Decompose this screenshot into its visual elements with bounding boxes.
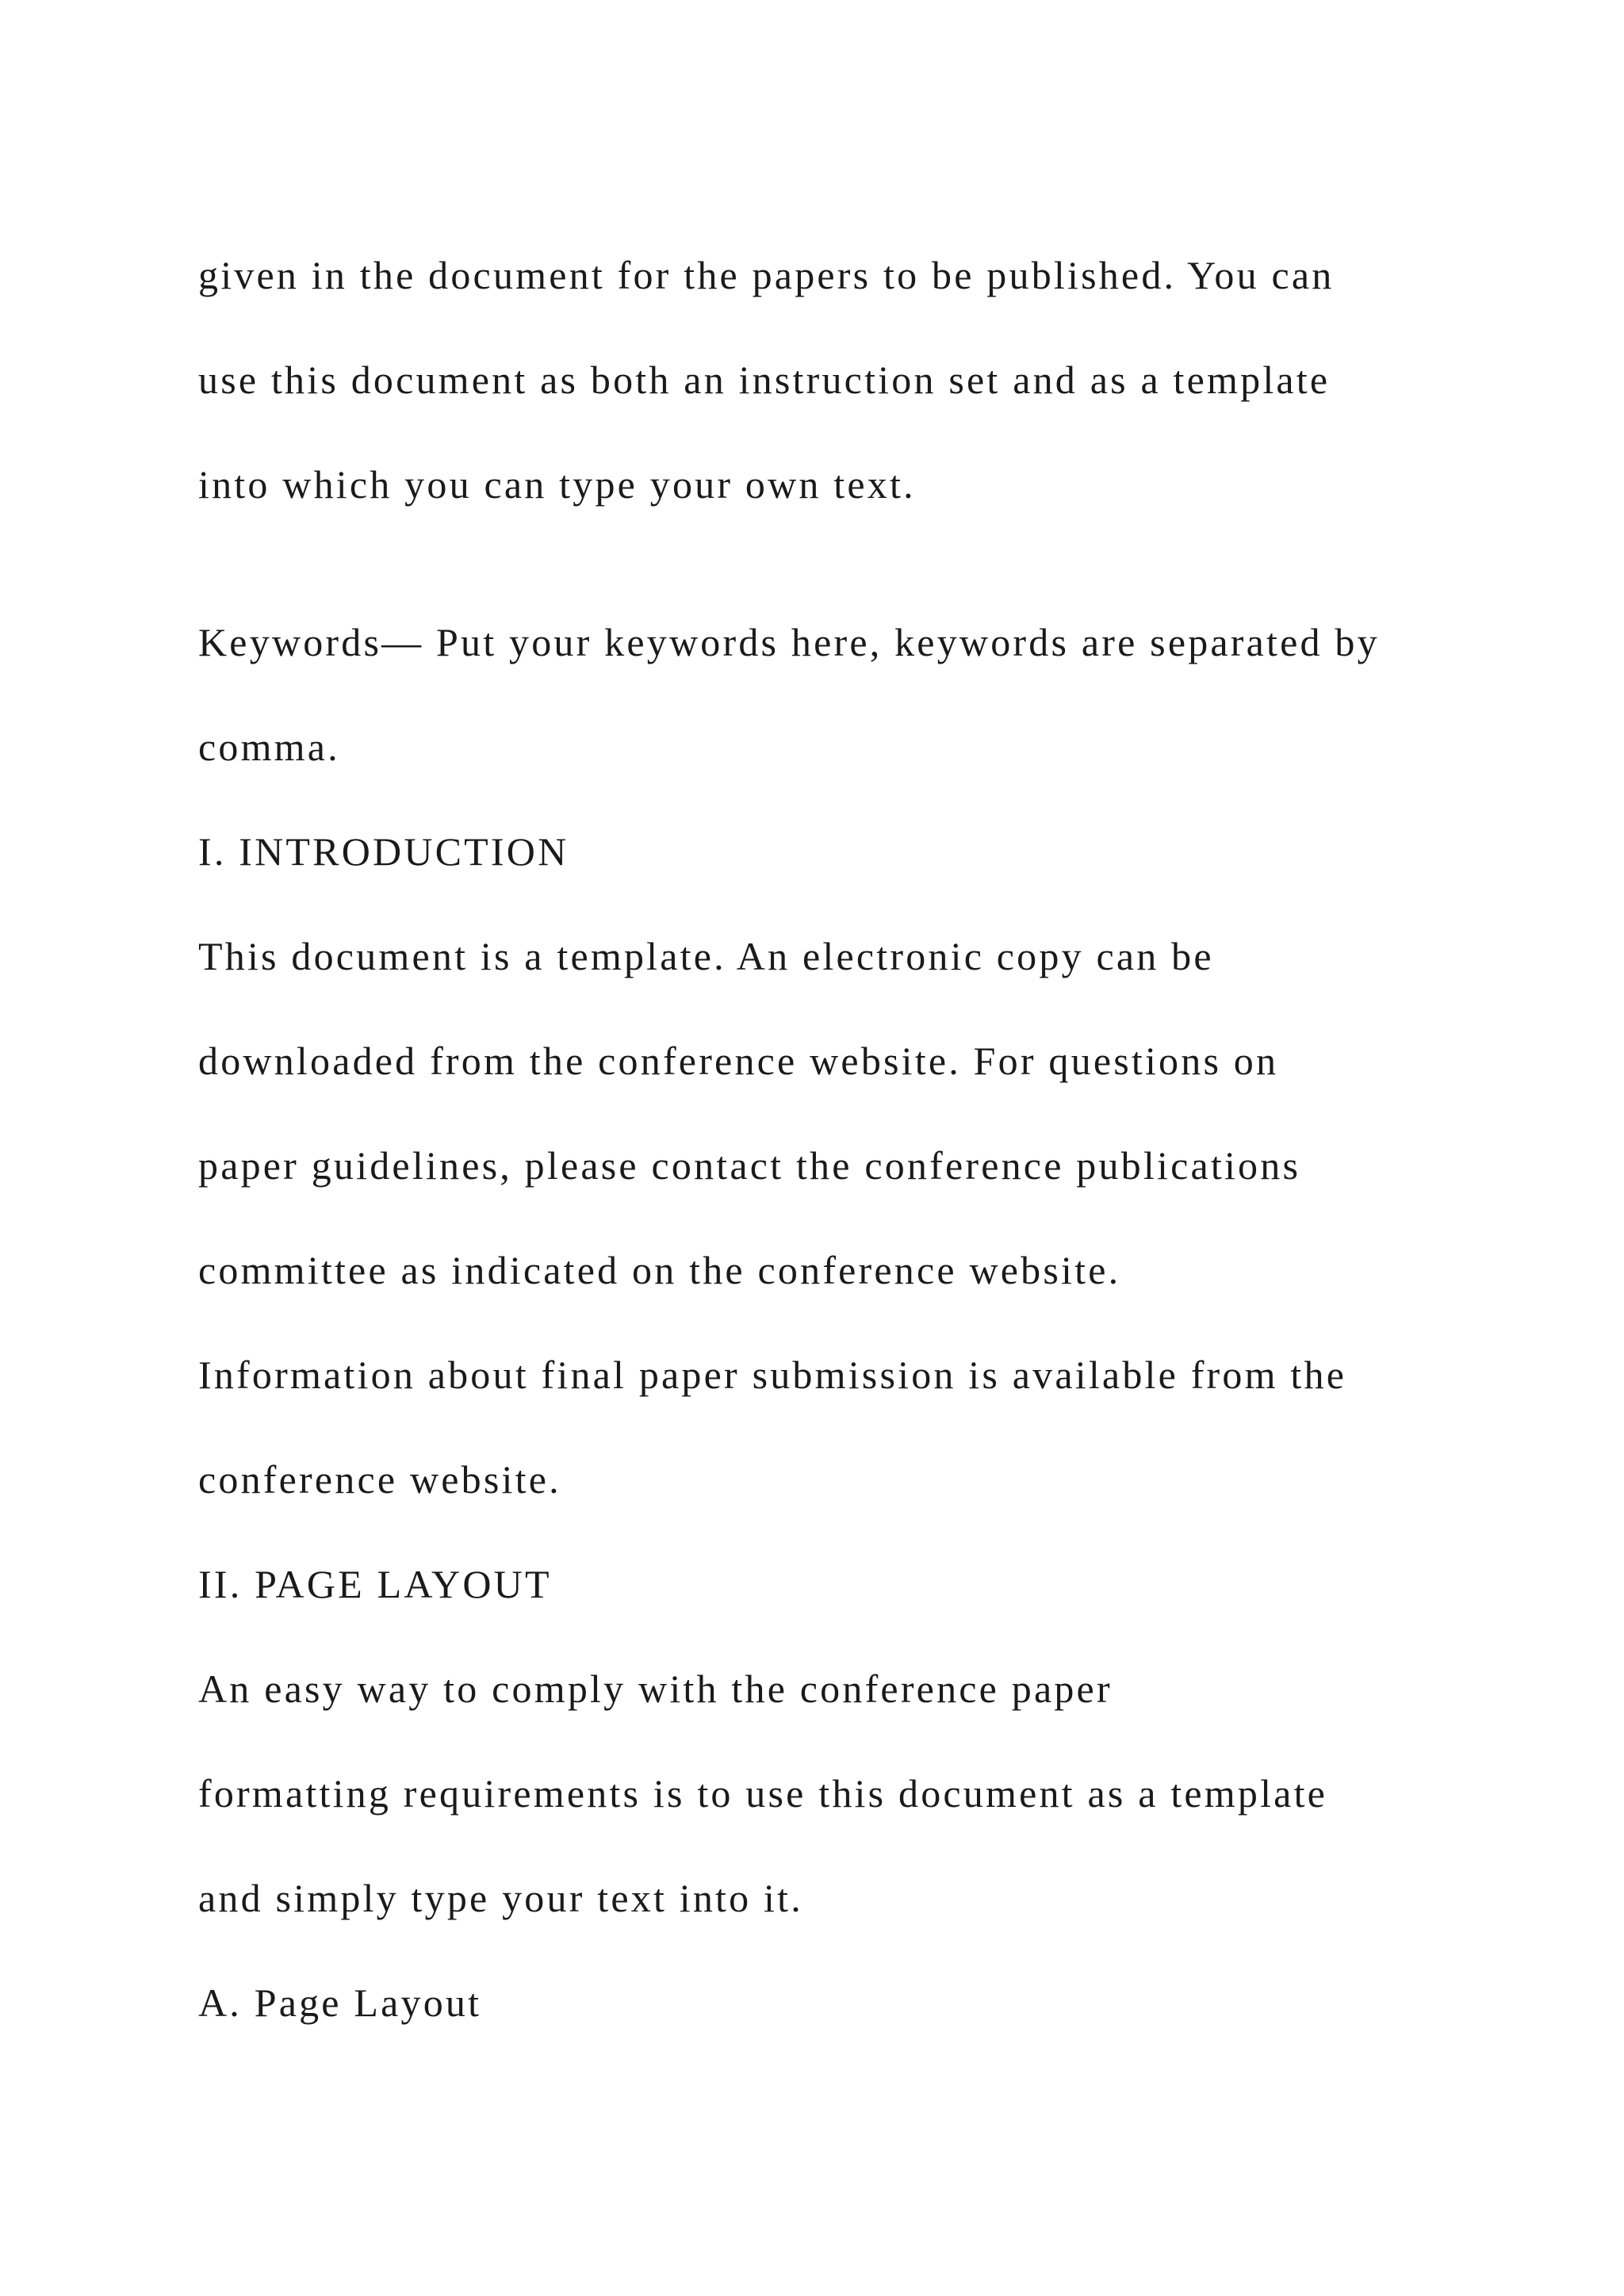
section-heading-introduction: I. INTRODUCTION [198,829,569,874]
paragraph-line: paper guidelines, please contact the conference publications [198,1143,1301,1188]
subsection-heading-page-layout: A. Page Layout [198,1980,482,2025]
abstract-line: use this document as both an instruction set and as a template [198,358,1331,402]
paragraph-line: This document is a template. An electronic copy can be [198,934,1214,978]
abstract-line: given in the document for the papers to be published. You can [198,253,1335,297]
keywords-line: Keywords— Put your keywords here, keywords are separated by [198,620,1380,664]
paragraph-line: and simply type your text into it. [198,1876,803,1920]
paragraph-line: committee as indicated on the conference website. [198,1248,1121,1292]
section-heading-page-layout: II. PAGE LAYOUT [198,1562,552,1606]
paragraph-line: An easy way to comply with the conference paper [198,1667,1113,1711]
paragraph-line: formatting requirements is to use this document as a template [198,1771,1328,1816]
paragraph-line: Information about final paper submission is available from the [198,1353,1347,1397]
keywords-line: comma. [198,725,340,769]
paragraph-line: downloaded from the conference website. For questions on [198,1039,1279,1083]
paragraph-line: conference website. [198,1457,561,1502]
abstract-line: into which you can type your own text. [198,462,916,507]
